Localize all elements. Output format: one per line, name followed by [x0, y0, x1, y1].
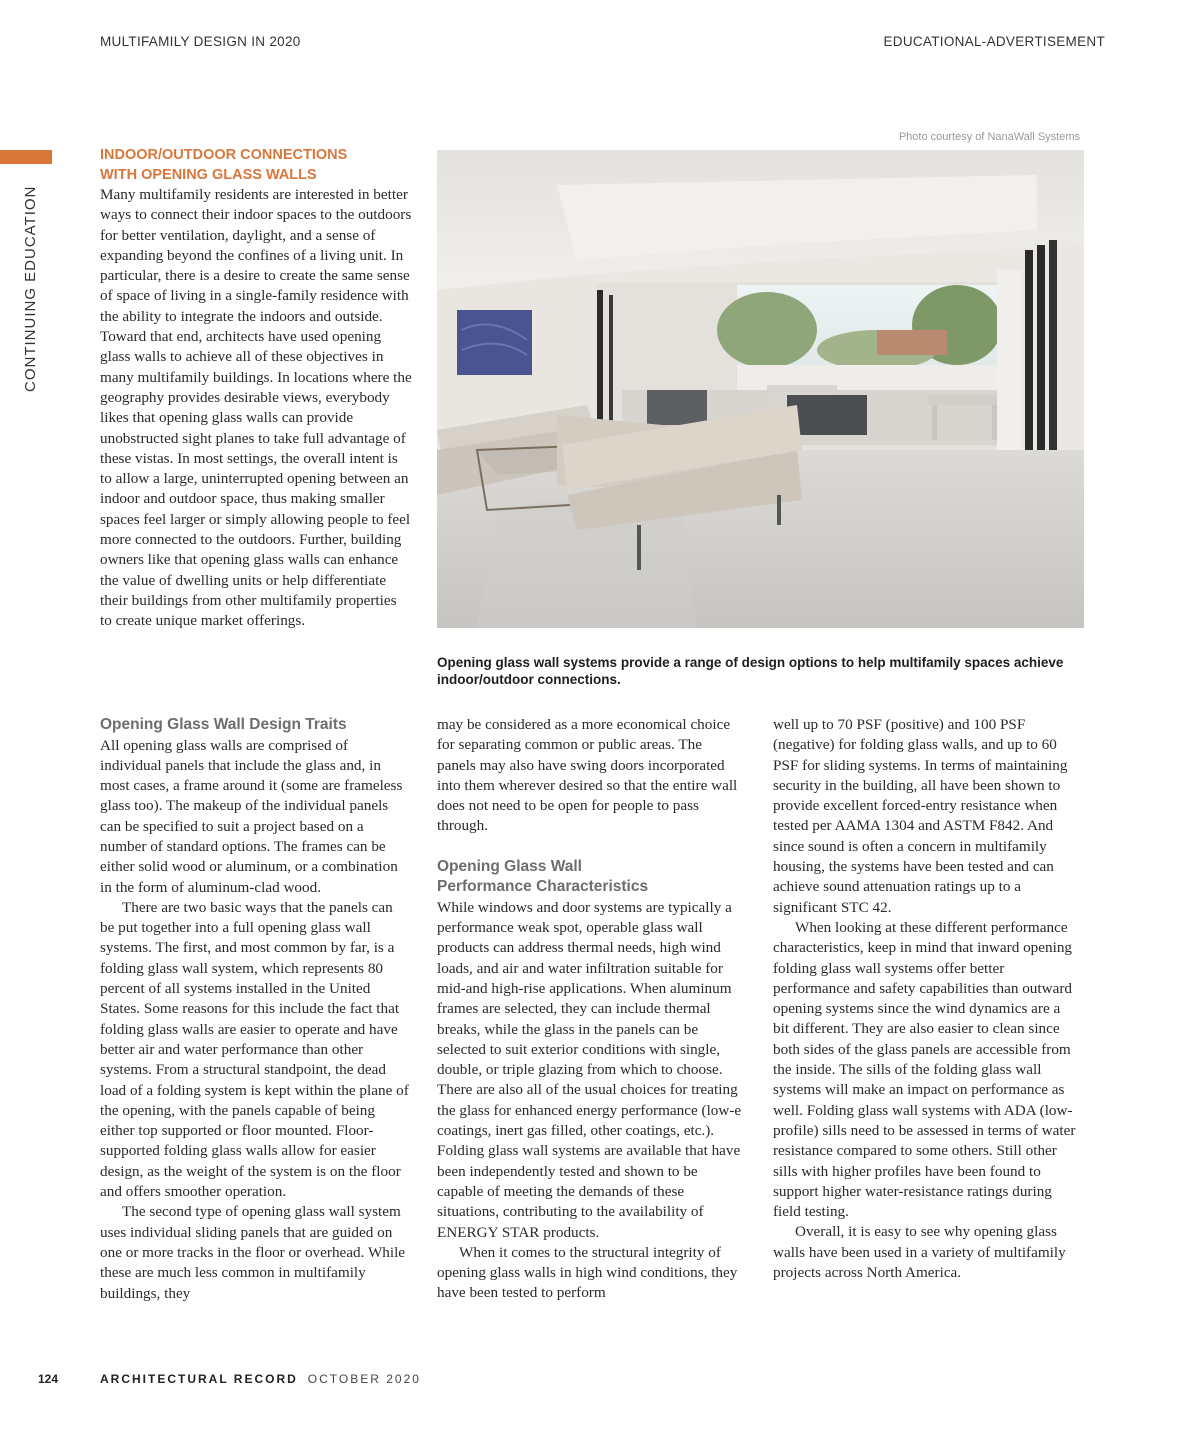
performance-paragraph-5: Overall, it is easy to see why opening glass walls have been used in a variety of multifamily projects across North America. — [773, 1223, 1066, 1282]
performance-paragraph-3: well up to 70 PSF (positive) and 100 PSF (negative) for folding glass walls, and up to 60 PSF for sliding systems. In terms of maintaining security in the building, all have been shown to provide excellent forced-entry resistance when tested per AAMA 1304 and ASTM F842. And since sound is often a concern in multifamily housing, the systems have been tested and can achieve sound attenuation ratings up to a significant STC 42. — [773, 716, 1068, 916]
performance-paragraph-2: When it comes to the structural integrity of opening glass walls in high wind conditions, they have been tested to perform — [437, 1243, 738, 1302]
photo-caption: Opening glass wall systems provide a range of design options to help multifamily spaces achieve indoor/outdoor connections. — [437, 655, 1064, 687]
intro-heading-line-1: INDOOR/OUTDOOR CONNECTIONS — [100, 147, 348, 163]
performance-paragraph-1: While windows and door systems are typically a performance weak spot, operable glass wall products can address thermal needs, high wind loads, and air and water infiltration suitable for mid-and high-rise applications. When aluminum frames are selected, they can include thermal breaks, while the glass in the panels can be selected to suit exterior conditions with single, double, or triple glazing from which to choose. There are also all of the usual choices for treating the glass for enhanced energy performance (low-e coatings, inert gas filled, other coatings, etc.). Folding glass wall systems are available that have been independently tested and shown to be capable of meeting the demands of these situations, contributing to the availability of ENERGY STAR products. — [437, 898, 742, 1241]
text-column-2 — [437, 715, 742, 1304]
issue-date: OCTOBER 2020 — [307, 1372, 421, 1386]
page-number: 124 — [38, 1372, 59, 1386]
design-traits-paragraph-1: All opening glass walls are comprised of individual panels that include the glass and, in most cases, a frame around it (some are frameless glass too). The makeup of the individual panels can be specified to suit a project based on a number of standard options. The frames can be either solid wood or aluminum, or a combination in the form of aluminum-clad wood. — [100, 736, 403, 896]
photo-credit: Photo courtesy of NanaWall Systems — [898, 131, 1080, 143]
side-section-label: CONTINUING EDUCATION — [22, 185, 39, 392]
performance-heading-line-1: Opening Glass Wall — [437, 857, 582, 875]
intro-heading-line-2: WITH OPENING GLASS WALLS — [100, 167, 317, 183]
performance-heading — [437, 857, 742, 898]
design-traits-paragraph-4: may be considered as a more economical choice for separating common or public areas. The panels may also have swing doors incorporated into them wherever desired so that the entire wall does not need to be open for people to pass through. — [437, 716, 738, 835]
intro-heading — [100, 145, 412, 185]
performance-heading-line-2: Performance Characteristics — [437, 878, 649, 896]
page-footer — [38, 1372, 421, 1386]
running-header-left: MULTIFAMILY DESIGN IN 2020 — [100, 34, 301, 49]
intro-paragraph: Many multifamily residents are interested in better ways to connect their indoor spaces to the outdoors for better ventilation, daylight, and a sense of expanding beyond the confines of a living unit. In particular, there is a desire to create the same sense of space of living in a single-family residence with the ability to integrate the indoors and outside. Toward that end, architects have used opening glass walls to achieve all of these objectives in many multifamily buildings. In locations where the geography provides desirable views, everybody likes that opening glass walls can provide unobstructed sight planes to take full advantage of these vistas. In most settings, the overall intent is to allow a large, uninterrupted opening between an indoor and outdoor space, thus making smaller spaces feel larger or simply allowing people to feel more connected to the outdoors. Further, building owners like that opening glass walls can enhance the value of dwelling units or help differentiate their buildings from other multifamily properties to create unique market offerings. — [100, 186, 412, 630]
performance-paragraph-4: When looking at these different performance characteristics, keep in mind that inward opening folding glass wall systems offer better performance and safety capabilities than outward opening systems since the wind dynamics are a bit different. They are also easier to clean since both sides of the glass panels are accessible from the inside. The sills of the folding glass wall systems will make an impact on performance as well. Folding glass wall systems with ADA (low-profile) sills need to be assessed in terms of water resistance compared to some others. Still other sills with higher profiles have been found to support higher water-resistance ratings during field testing. — [773, 918, 1076, 1221]
text-column-1 — [100, 715, 410, 1304]
design-traits-paragraph-3: The second type of opening glass wall system uses individual sliding panels that are guided on one or more tracks in the floor or overhead. While these are much less common in multifamily buildings, they — [100, 1203, 406, 1302]
running-header-right: EDUCATIONAL-ADVERTISEMENT — [883, 34, 1105, 49]
magazine-name: ARCHITECTURAL RECORD — [100, 1372, 298, 1386]
design-traits-heading: Opening Glass Wall Design Traits — [100, 716, 347, 733]
text-column-3 — [773, 715, 1078, 1283]
intro-column — [100, 145, 412, 632]
design-traits-paragraph-2: There are two basic ways that the panels can be put together into a full opening glass wall systems. The first, and most common by far, is a folding glass wall system, which represents 80 percent of all systems installed in the United States. Some reasons for this include the fact that folding glass walls are easier to operate and have better air and water performance than other systems. From a structural standpoint, the dead load of a folding system is kept within the plane of the opening, with the panels capable of being either top supported or floor mounted. Floor-supported folding glass walls allow for easier design, as the weight of the system is on the floor and offers smoother operation. — [100, 898, 409, 1201]
living-room-photo — [437, 150, 1084, 628]
section-accent-bar — [0, 150, 52, 164]
